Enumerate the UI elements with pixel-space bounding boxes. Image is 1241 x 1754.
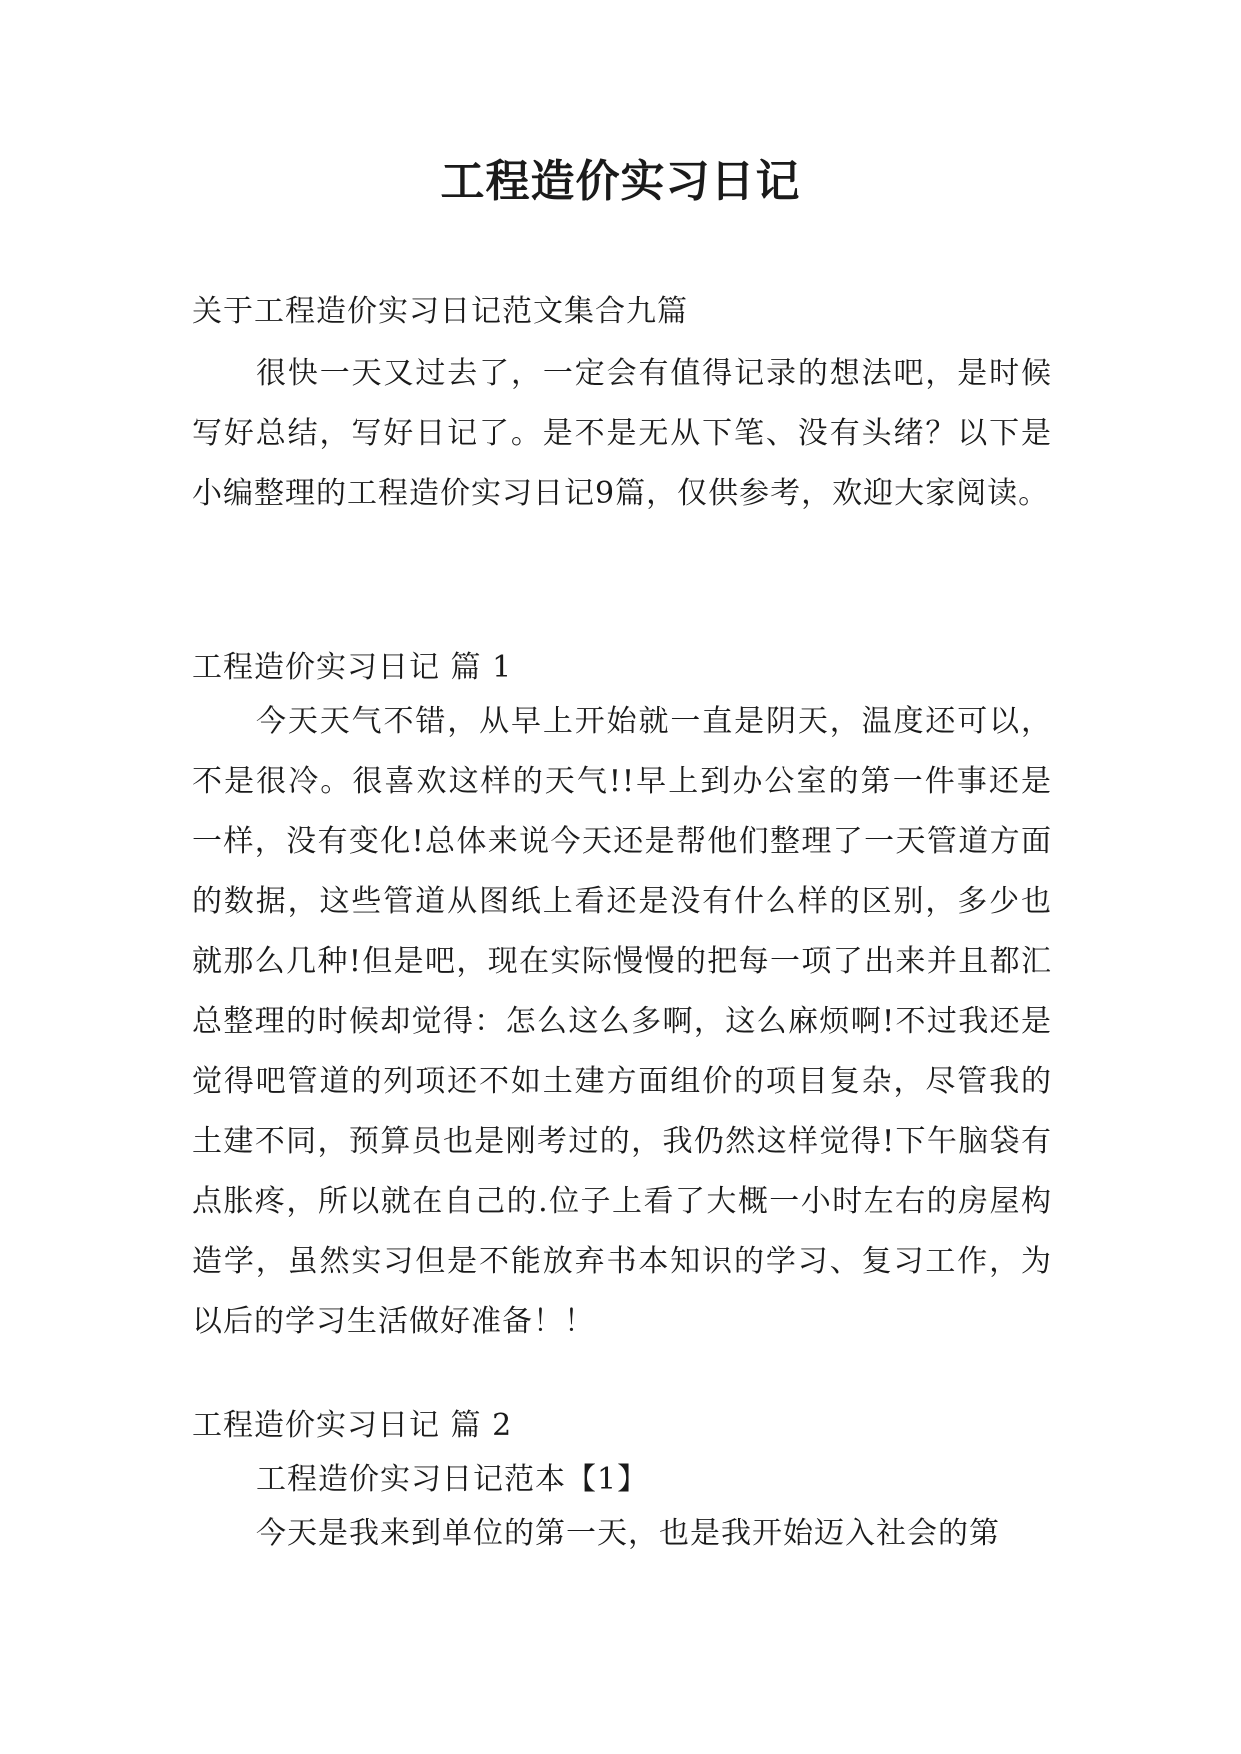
entry-1-heading: 工程造价实习日记 篇 1 [192, 650, 513, 685]
document-title: 工程造价实习日记 [440, 156, 801, 207]
entry-2-subheading: 工程造价实习日记范本【1】 [256, 1462, 649, 1497]
document-subtitle: 关于工程造价实习日记范文集合九篇 [192, 294, 688, 329]
entry-2-heading: 工程造价实习日记 篇 2 [192, 1408, 513, 1443]
intro-paragraph: 很快一天又过去了，一定会有值得记录的想法吧，是时候写好总结，写好日记了。是不是无从下笔、没有头绪？以下是小编整理的工程造价实习日记9篇，仅供参考，欢迎大家阅读。 [192, 356, 1052, 511]
entry-2-body: 今天是我来到单位的第一天，也是我开始迈入社会的第 [256, 1516, 1000, 1551]
entry-1-body: 今天天气不错，从早上开始就一直是阴天，温度还可以，不是很冷。很喜欢这样的天气!!早上到办公室的第一件事还是一样，没有变化!总体来说今天还是帮他们整理了一天管道方面的数据，这些管道从图纸上看还是没有什么样的区别，多少也就那么几种!但是吧，现在实际慢慢的把每一项了出来并且都汇总整理的时候却觉得：怎么这么多啊，这么麻烦啊!不过我还是觉得吧管道的列项还不如土建方面组价的项目复杂，尽管我的土建不同，预算员也是刚考过的，我仍然这样觉得!下午脑袋有点胀疼，所以就在自己的.位子上看了大概一小时左右的房屋构造学，虽然实习但是不能放弃书本知识的学习、复习工作，为以后的学习生活做好准备！！ [192, 704, 1052, 1339]
